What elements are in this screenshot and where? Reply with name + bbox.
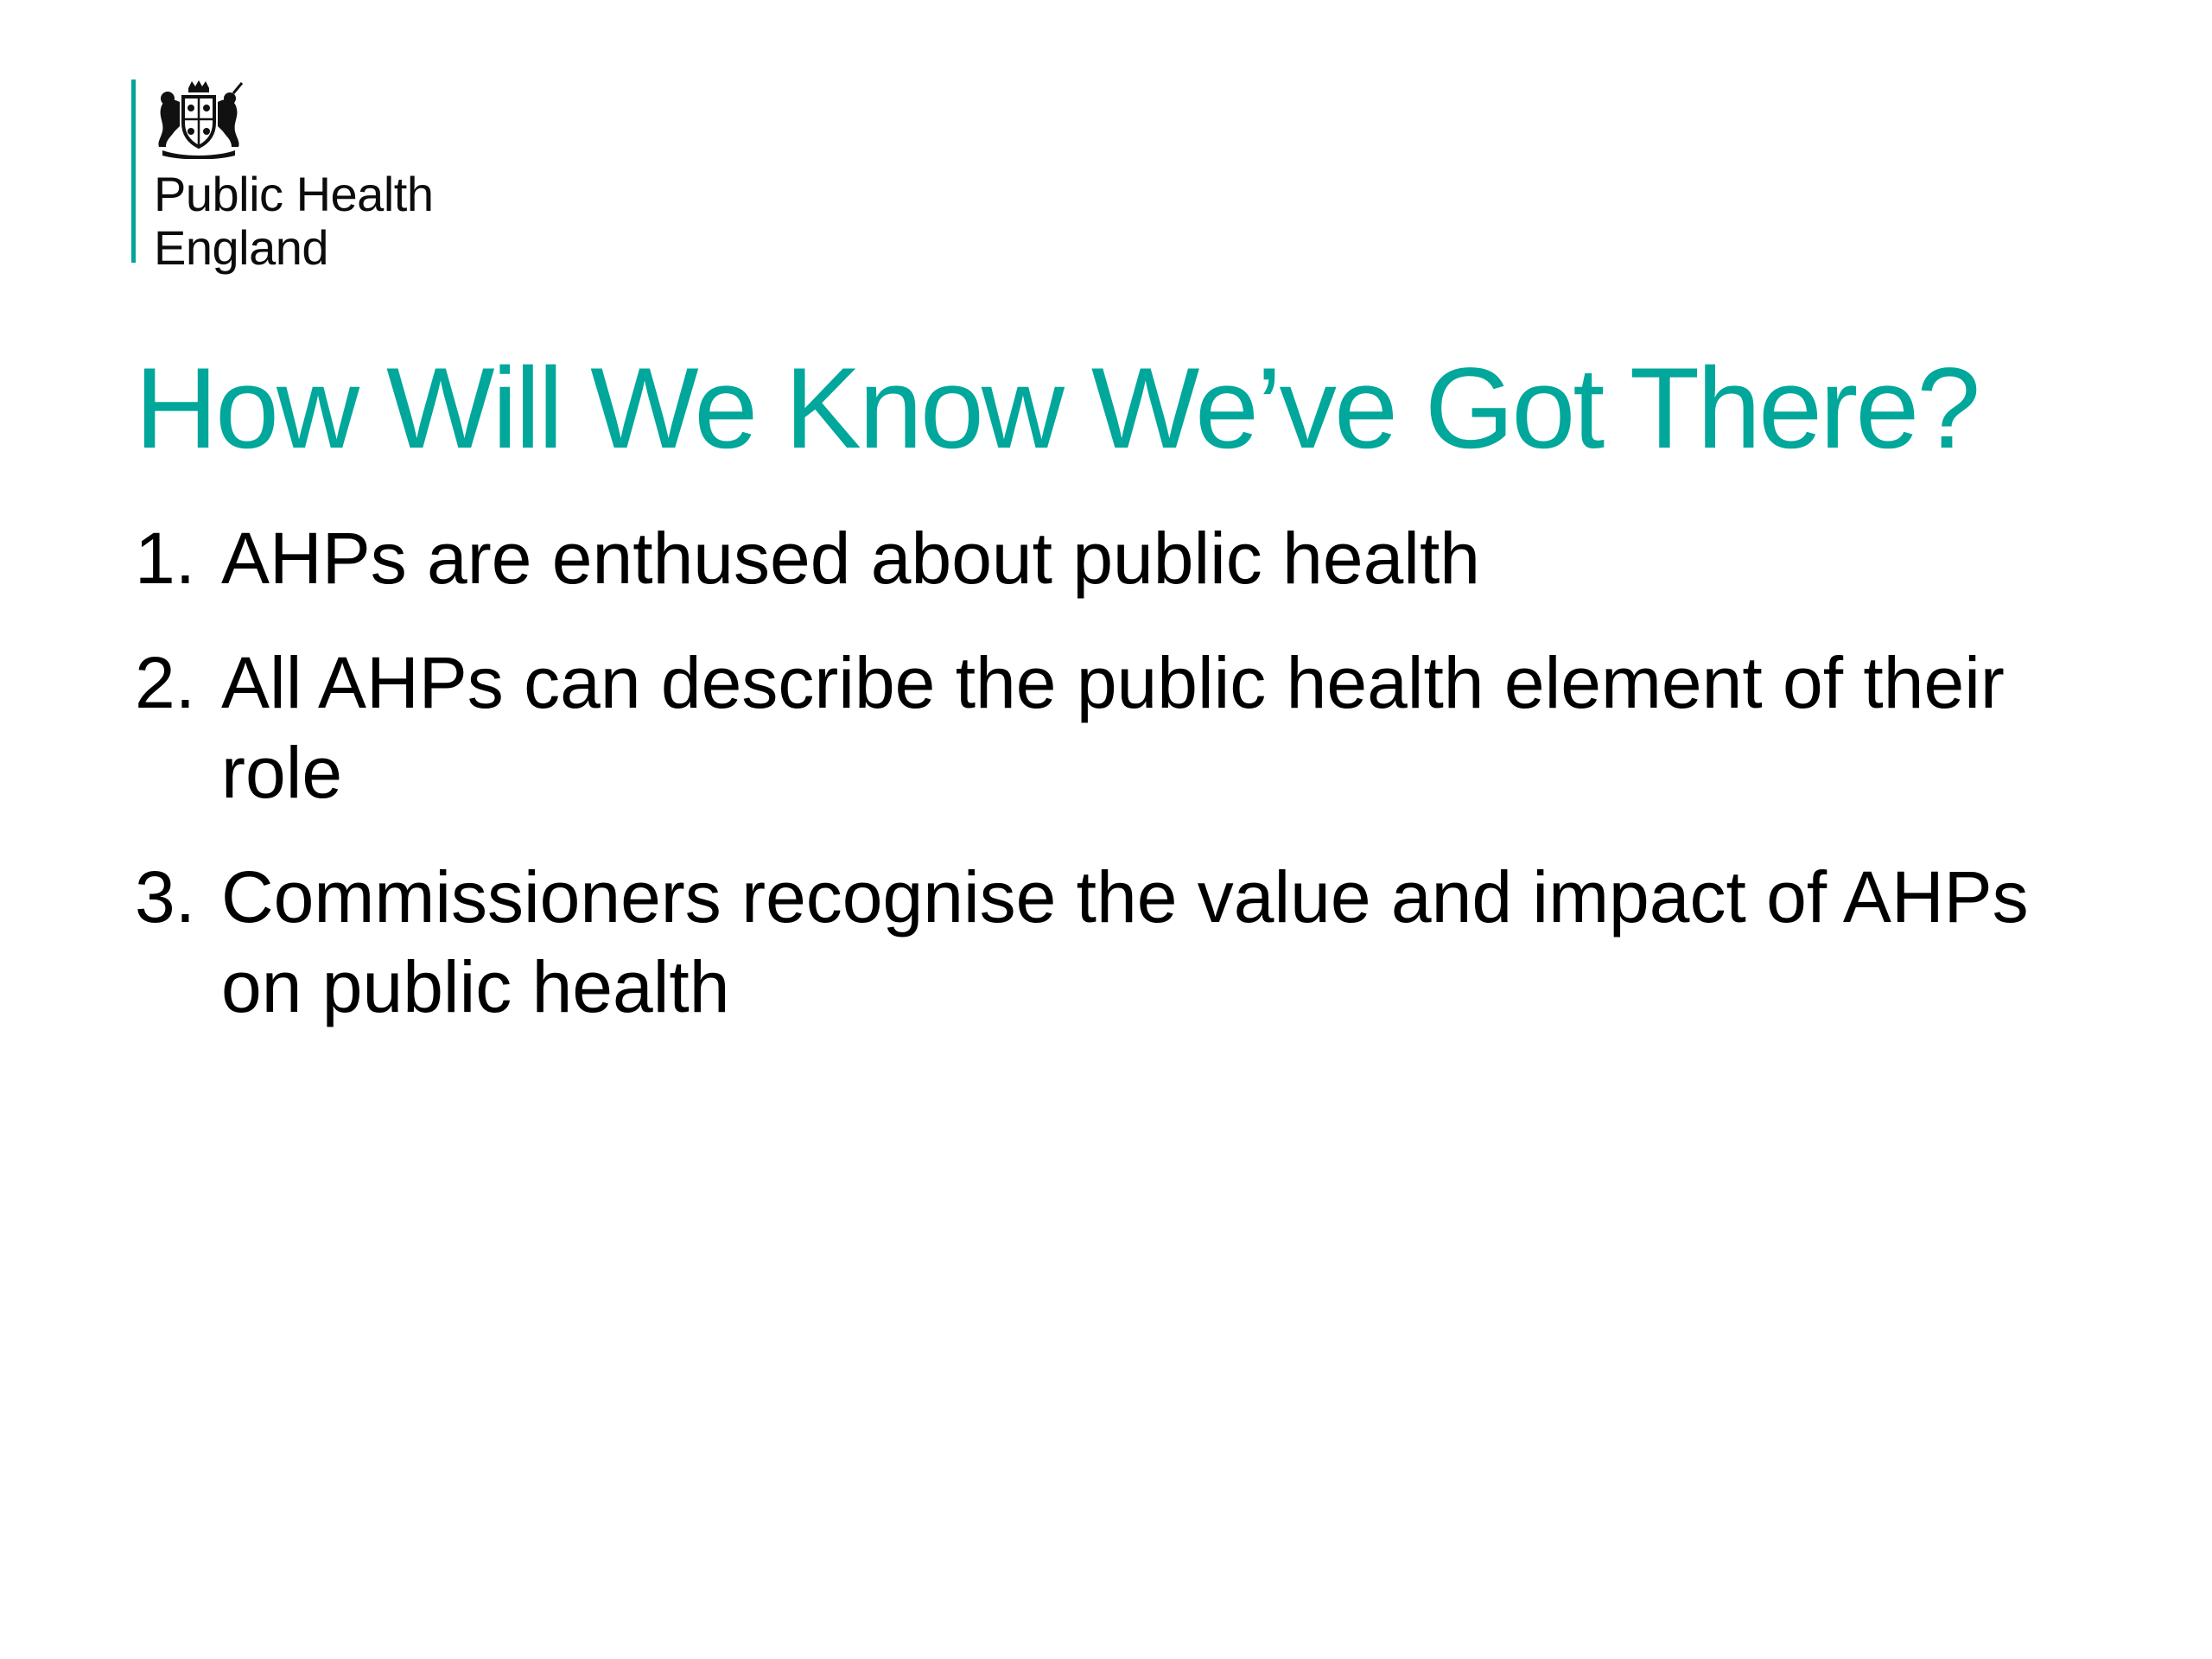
organisation-name-line2: England bbox=[154, 220, 329, 275]
list-item bbox=[135, 638, 2113, 817]
numbered-list bbox=[135, 513, 2113, 1066]
slide-title: How Will We Know We’ve Got There? bbox=[135, 345, 1979, 473]
organisation-name-line1: Public Health bbox=[154, 167, 434, 221]
list-item bbox=[135, 513, 2113, 603]
list-item-text: All AHPs can describe the public health element of their role bbox=[221, 642, 2005, 813]
list-item-number: 1. bbox=[135, 518, 196, 599]
organisation-logo bbox=[131, 79, 494, 275]
organisation-name bbox=[154, 168, 433, 275]
list-item-text: AHPs are enthused about public health bbox=[221, 518, 1480, 599]
list-item-number: 3. bbox=[135, 856, 196, 938]
list-item bbox=[135, 852, 2113, 1032]
list-item-text: Commissioners recognise the value and impact of AHPs on public health bbox=[221, 856, 2029, 1027]
logo-divider bbox=[131, 79, 136, 263]
royal-coat-of-arms-icon bbox=[150, 79, 247, 159]
list-item-number: 2. bbox=[135, 642, 196, 723]
